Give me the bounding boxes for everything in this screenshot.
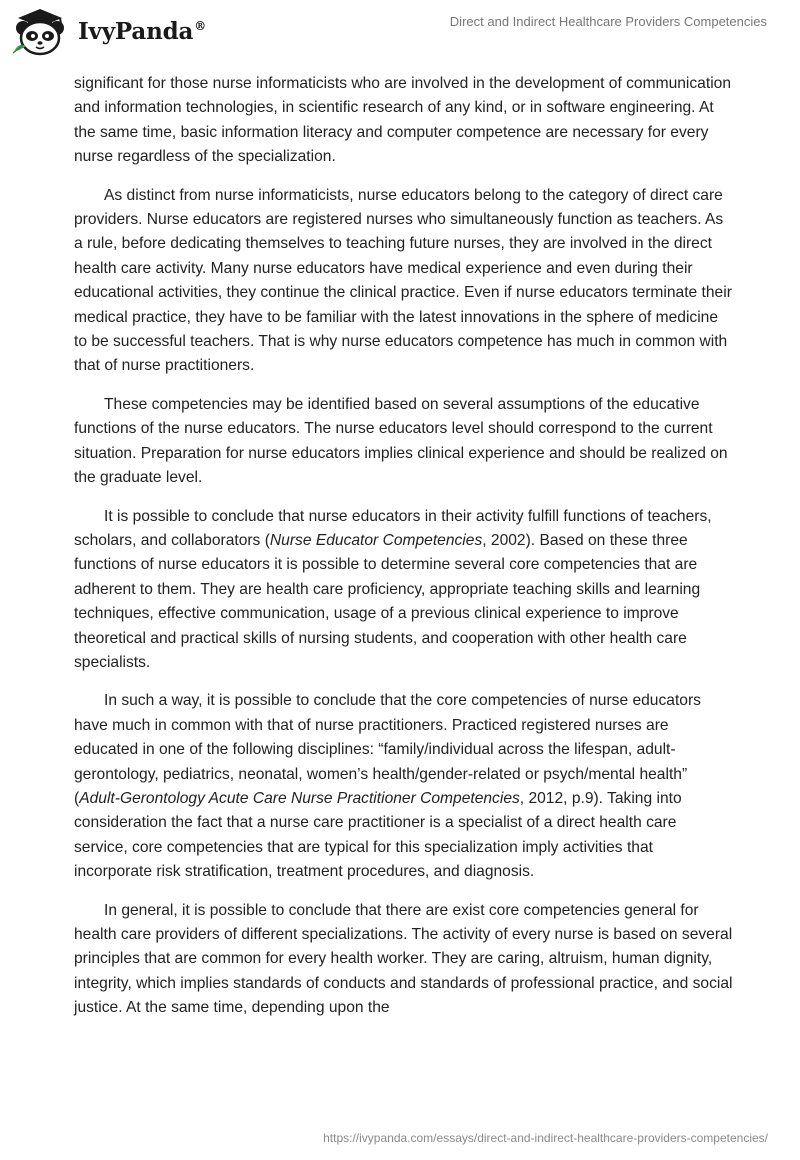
paragraph-continuation: significant for those nurse informaticists who are involved in the development of communication and information technologies, in scientific research of any kind, or in software engineering. At the same time, basic information literacy and computer competence are necessary for every nurse regardless of the specialization. — [74, 75, 732, 166]
citation-title: Nurse Educator Competencies — [269, 531, 483, 549]
paragraph-text-before: It is possible to conclude that nurse educators in their activity fulfill functions of teachers, scholars, and collaborators ( — [74, 507, 712, 549]
panda-mascot-icon — [10, 6, 72, 56]
paragraph-text-after: , 2012, p.9). Taking into consideration the fact that a nurse care practitioner is a specialist of a direct health care service, core competencies that are typical for this specialization imply activities that incorporate risk stratification, treatment procedures, and diagnosis. — [74, 789, 682, 881]
paragraph-nurse-practitioners — [74, 689, 734, 884]
registered-mark: ® — [194, 18, 206, 33]
paragraph-educator-functions — [74, 505, 734, 676]
logo-text: IvyPanda® — [78, 17, 206, 45]
essay-body — [74, 72, 734, 1035]
page-header — [0, 0, 800, 62]
source-url-link[interactable]: https://ivypanda.com/essays/direct-and-indirect-healthcare-providers-competencies/ — [323, 1131, 768, 1145]
citation-title: Adult-Gerontology Acute Care Nurse Practitioner Competencies — [79, 789, 520, 807]
document-title: Direct and Indirect Healthcare Providers Competencies — [449, 14, 767, 29]
paragraph-competencies-assumptions: These competencies may be identified based on several assumptions of the educative functions of the nurse educators. The nurse educators level should correspond to the current situation. Preparation for nurse educators implies clinical experience and should be realized on the graduate level. — [74, 395, 728, 487]
paragraph-text-before: In such a way, it is possible to conclude that the core competencies of nurse educators have much in common with that of nurse practitioners. Practiced registered nurses are educated in one of the following disciplines: “family/individual across the lifespan, adult-gerontology, pediatrics, neonatal, women’s health/gender-related or psych/mental health” ( — [74, 692, 701, 807]
paragraph-text-after: , 2002). Based on these three functions of nurse educators it is possible to determine several core competencies that are adherent to them. They are health care proficiency, appropriate teaching skills and learning techniques, effective communication, usage of a previous clinical experience to improve theoretical and practical skills of nursing students, and cooperation with other health care specialists. — [74, 531, 701, 671]
paragraph-general-competencies: In general, it is possible to conclude that there are exist core competencies general for health care providers of different specializations. The activity of every nurse is based on several principles that are common for every health worker. They are caring, altruism, human dignity, integrity, which implies standards of conducts and standards of professional practice, and social justice. At the same time, depending upon the — [74, 901, 733, 1017]
ivypanda-logo[interactable] — [10, 6, 206, 56]
paragraph-nurse-educators: As distinct from nurse informaticists, nurse educators belong to the category of direct care providers. Nurse educators are registered nurses who simultaneously function as teachers. As a rule, before dedicating themselves to teaching future nurses, they are involved in the direct health care activity. Many nurse educators have medical experience and even during their educational activities, they continue the clinical practice. Even if nurse educators terminate their medical practice, they have to be familiar with the latest innovations in the sphere of medicine to be successful teachers. That is why nurse educators competence has much in common with that of nurse practitioners. — [74, 186, 732, 375]
